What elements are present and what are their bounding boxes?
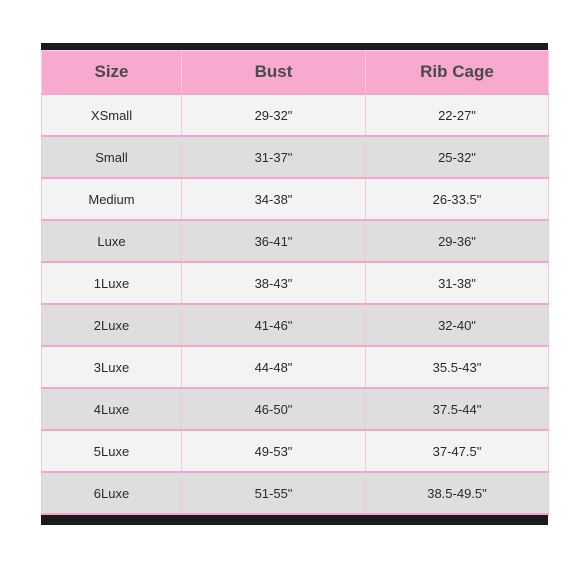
rib-cage-cell: 32-40"	[366, 304, 549, 346]
bust-cell: 34-38"	[182, 178, 366, 220]
bust-cell: 31-37"	[182, 136, 366, 178]
header-row	[42, 51, 549, 95]
size-cell: Medium	[42, 178, 182, 220]
table-row	[42, 346, 549, 388]
bust-cell: 38-43"	[182, 262, 366, 304]
size-cell: 4Luxe	[42, 388, 182, 430]
table-row	[42, 304, 549, 346]
table-row	[42, 94, 549, 136]
table-row	[42, 430, 549, 472]
size-chart-table	[41, 50, 549, 515]
size-cell: 1Luxe	[42, 262, 182, 304]
rib-cage-cell: 22-27"	[366, 94, 549, 136]
rib-cage-cell: 35.5-43"	[366, 346, 549, 388]
rib-cage-cell: 31-38"	[366, 262, 549, 304]
size-column-header: Size	[42, 51, 182, 95]
table-row	[42, 262, 549, 304]
bust-cell: 44-48"	[182, 346, 366, 388]
size-cell: Small	[42, 136, 182, 178]
size-cell: XSmall	[42, 94, 182, 136]
size-cell: 3Luxe	[42, 346, 182, 388]
table-row	[42, 472, 549, 514]
bust-column-header: Bust	[182, 51, 366, 95]
table-row	[42, 136, 549, 178]
rib-cage-cell: 26-33.5"	[366, 178, 549, 220]
size-cell: Luxe	[42, 220, 182, 262]
table-row	[42, 220, 549, 262]
bust-cell: 29-32"	[182, 94, 366, 136]
bust-cell: 49-53"	[182, 430, 366, 472]
size-cell: 5Luxe	[42, 430, 182, 472]
table-row	[42, 388, 549, 430]
rib-cage-cell: 29-36"	[366, 220, 549, 262]
size-cell: 6Luxe	[42, 472, 182, 514]
rib-cage-cell: 25-32"	[366, 136, 549, 178]
bust-cell: 51-55"	[182, 472, 366, 514]
bust-cell: 36-41"	[182, 220, 366, 262]
rib-cage-cell: 37-47.5"	[366, 430, 549, 472]
rib-cage-cell: 37.5-44"	[366, 388, 549, 430]
bust-cell: 46-50"	[182, 388, 366, 430]
rib-cage-cell: 38.5-49.5"	[366, 472, 549, 514]
table-row	[42, 178, 549, 220]
rib-cage-column-header: Rib Cage	[366, 51, 549, 95]
bust-cell: 41-46"	[182, 304, 366, 346]
size-cell: 2Luxe	[42, 304, 182, 346]
